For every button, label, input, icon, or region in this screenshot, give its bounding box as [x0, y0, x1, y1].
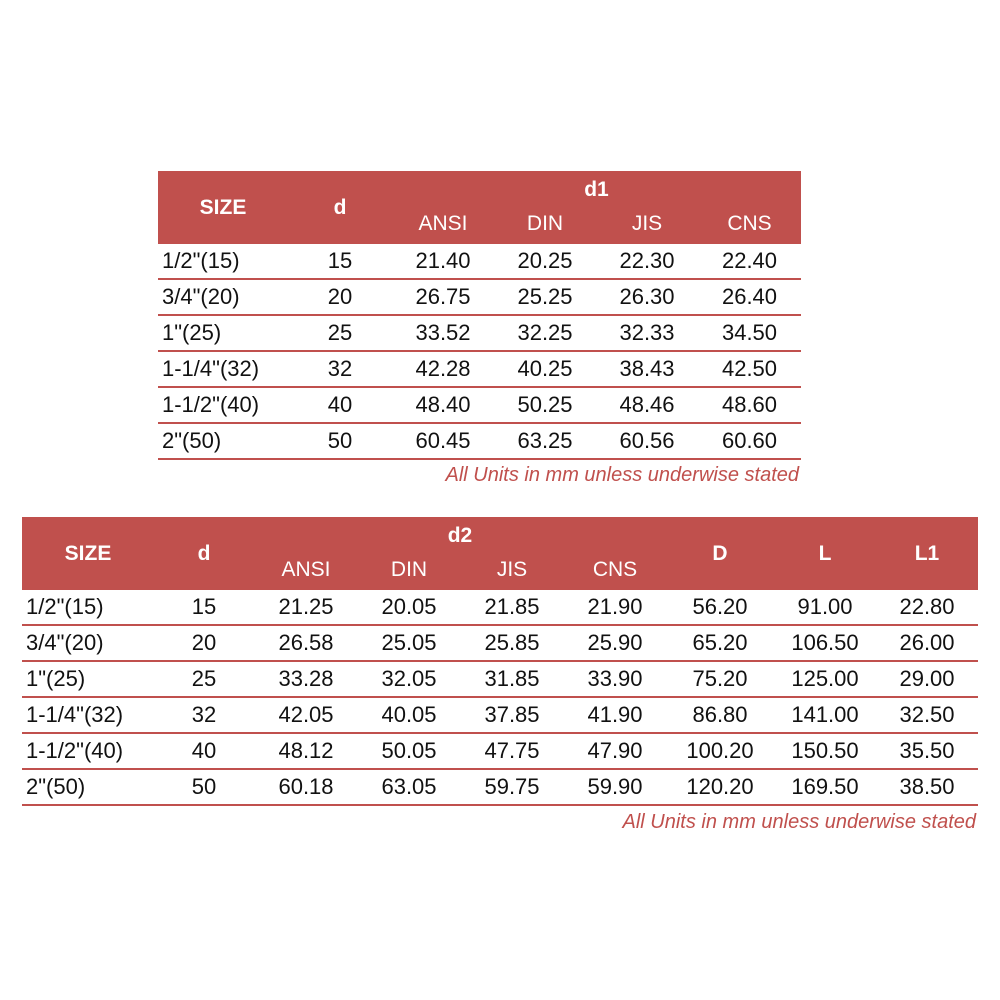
table-row — [158, 388, 801, 424]
header-ansi: ANSI — [418, 212, 468, 235]
D-cell: 65.20 — [692, 630, 748, 655]
jis-cell: 48.46 — [619, 392, 675, 417]
header-din: DIN — [390, 558, 428, 581]
d-cell: 40 — [327, 392, 353, 417]
table-row — [22, 734, 978, 770]
D-cell: 56.20 — [692, 594, 748, 619]
ansi-cell: 48.12 — [278, 738, 334, 763]
table-row — [158, 352, 801, 388]
d-cell: 50 — [191, 774, 217, 799]
L-cell: 125.00 — [791, 666, 859, 691]
cns-cell: 41.90 — [587, 702, 643, 727]
din-cell: 63.05 — [381, 774, 437, 799]
ansi-cell: 33.52 — [415, 320, 471, 345]
d2-dimension-table — [22, 517, 978, 806]
header-jis: JIS — [631, 212, 663, 235]
size-cell: 1/2"(15) — [162, 248, 240, 273]
size-cell: 2"(50) — [26, 774, 86, 799]
d-cell: 20 — [191, 630, 217, 655]
header-cns: CNS — [592, 558, 638, 581]
units-note: All Units in mm unless underwise stated — [622, 811, 976, 833]
jis-cell: 38.43 — [619, 356, 675, 381]
cns-cell: 60.60 — [721, 428, 778, 453]
jis-cell: 26.30 — [619, 284, 675, 309]
size-cell: 1-1/2"(40) — [26, 738, 124, 763]
jis-cell: 25.85 — [484, 630, 540, 655]
units-note: All Units in mm unless underwise stated — [445, 464, 799, 486]
header-d2-group: d2 — [447, 524, 473, 547]
d-cell: 25 — [327, 320, 353, 345]
header-d: d — [333, 196, 347, 219]
header-din: DIN — [526, 212, 564, 235]
L1-cell: 29.00 — [899, 666, 955, 691]
D-cell: 120.20 — [686, 774, 754, 799]
d-cell: 32 — [191, 702, 217, 727]
header-L: L — [818, 542, 832, 565]
cns-cell: 25.90 — [587, 630, 643, 655]
D-cell: 100.20 — [686, 738, 754, 763]
cns-cell: 48.60 — [721, 392, 778, 417]
size-cell: 3/4"(20) — [26, 630, 104, 655]
L-cell: 141.00 — [791, 702, 859, 727]
din-cell: 25.05 — [381, 630, 437, 655]
size-cell: 1-1/4"(32) — [162, 356, 260, 381]
din-cell: 63.25 — [517, 428, 573, 453]
din-cell: 20.25 — [517, 248, 573, 273]
header-size: SIZE — [64, 542, 112, 565]
header-L1: L1 — [914, 542, 940, 565]
table-row — [22, 662, 978, 698]
jis-cell: 31.85 — [484, 666, 540, 691]
L1-cell: 38.50 — [899, 774, 955, 799]
table-row — [22, 698, 978, 734]
L1-cell: 32.50 — [899, 702, 955, 727]
table-row — [158, 424, 801, 460]
ansi-cell: 21.25 — [278, 594, 334, 619]
ansi-cell: 60.18 — [278, 774, 334, 799]
size-cell: 3/4"(20) — [162, 284, 240, 309]
header-jis: JIS — [496, 558, 528, 581]
size-cell: 1-1/4"(32) — [26, 702, 124, 727]
L-cell: 106.50 — [791, 630, 859, 655]
ansi-cell: 42.28 — [415, 356, 471, 381]
d-cell: 15 — [327, 248, 353, 273]
D-cell: 75.20 — [692, 666, 748, 691]
din-cell: 40.05 — [381, 702, 437, 727]
ansi-cell: 42.05 — [278, 702, 334, 727]
din-cell: 32.05 — [381, 666, 437, 691]
size-cell: 1/2"(15) — [26, 594, 104, 619]
table-row — [158, 280, 801, 316]
L1-cell: 35.50 — [899, 738, 955, 763]
table-row — [158, 244, 801, 280]
L-cell: 91.00 — [797, 594, 853, 619]
cns-cell: 42.50 — [721, 356, 778, 381]
ansi-cell: 26.75 — [415, 284, 471, 309]
din-cell: 50.05 — [381, 738, 437, 763]
d-cell: 25 — [191, 666, 217, 691]
cns-cell: 26.40 — [721, 284, 778, 309]
d-cell: 32 — [327, 356, 353, 381]
size-cell: 1"(25) — [26, 666, 86, 691]
L1-cell: 22.80 — [899, 594, 955, 619]
table-header — [158, 171, 801, 244]
ansi-cell: 26.58 — [278, 630, 334, 655]
size-cell: 1-1/2"(40) — [162, 392, 260, 417]
header-D: D — [712, 542, 728, 565]
table-header — [22, 517, 978, 590]
cns-cell: 34.50 — [721, 320, 778, 345]
L-cell: 150.50 — [791, 738, 859, 763]
jis-cell: 47.75 — [484, 738, 540, 763]
din-cell: 50.25 — [517, 392, 573, 417]
header-size: SIZE — [199, 196, 247, 219]
jis-cell: 37.85 — [484, 702, 540, 727]
jis-cell: 59.75 — [484, 774, 540, 799]
din-cell: 25.25 — [517, 284, 573, 309]
cns-cell: 33.90 — [587, 666, 643, 691]
ansi-cell: 21.40 — [415, 248, 471, 273]
din-cell: 20.05 — [381, 594, 437, 619]
d1-dimension-table — [158, 171, 801, 460]
din-cell: 40.25 — [517, 356, 573, 381]
d-cell: 50 — [327, 428, 353, 453]
cns-cell: 22.40 — [721, 248, 778, 273]
d-cell: 15 — [191, 594, 217, 619]
header-d1-group: d1 — [584, 178, 609, 201]
L1-cell: 26.00 — [899, 630, 955, 655]
jis-cell: 32.33 — [619, 320, 675, 345]
ansi-cell: 48.40 — [415, 392, 471, 417]
ansi-cell: 33.28 — [278, 666, 334, 691]
table-row — [158, 316, 801, 352]
cns-cell: 59.90 — [587, 774, 643, 799]
header-ansi: ANSI — [281, 558, 331, 581]
cns-cell: 47.90 — [587, 738, 643, 763]
table-row — [22, 626, 978, 662]
jis-cell: 22.30 — [619, 248, 675, 273]
table-row — [22, 590, 978, 626]
table-body — [158, 244, 801, 460]
din-cell: 32.25 — [517, 320, 573, 345]
cns-cell: 21.90 — [587, 594, 643, 619]
L-cell: 169.50 — [791, 774, 859, 799]
jis-cell: 21.85 — [484, 594, 540, 619]
ansi-cell: 60.45 — [415, 428, 471, 453]
size-cell: 2"(50) — [162, 428, 222, 453]
jis-cell: 60.56 — [619, 428, 675, 453]
header-cns: CNS — [727, 212, 772, 235]
size-cell: 1"(25) — [162, 320, 222, 345]
table-body — [22, 590, 978, 806]
D-cell: 86.80 — [692, 702, 748, 727]
table-row — [22, 770, 978, 806]
d-cell: 40 — [191, 738, 217, 763]
header-d: d — [197, 542, 211, 565]
d-cell: 20 — [327, 284, 353, 309]
